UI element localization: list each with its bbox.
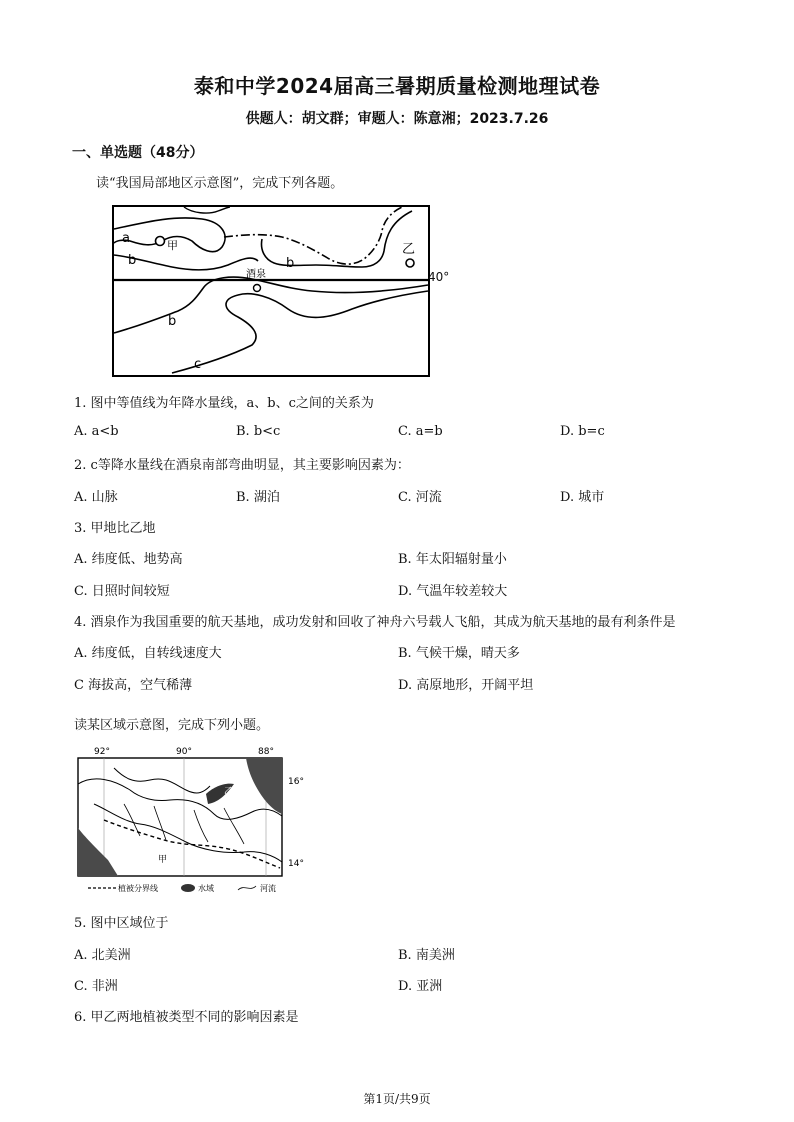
question-2-option-b[interactable]: B. 湖泊 [236,490,280,505]
question-2-stem: 2. c等降水量线在酒泉南部弯曲明显，其主要影响因素为： [74,458,410,473]
legend-river: 河流 [260,884,276,893]
question-2-option-c[interactable]: C. 河流 [398,490,442,505]
legend-water: 水域 [198,884,214,893]
place-label-jia: 甲 [158,855,168,865]
lon-label-92: 92° [94,747,110,757]
label-jia: 甲 [167,239,178,252]
label-latitude-40: 40° [428,270,450,284]
question-1-stem: 1. 图中等值线为年降水量线，a、b、c之间的关系为 [74,396,374,411]
question-3-stem: 3. 甲地比乙地 [74,521,156,536]
question-1-option-c[interactable]: C. a=b [398,424,443,439]
lat-label-14: 14° [288,859,304,869]
question-4-option-d[interactable]: D. 高原地形，开阔平坦 [398,678,534,693]
section-heading: 一、单选题（48分） [72,145,204,161]
place-label-yi: 乙 [224,787,234,797]
label-c: c [194,357,202,372]
question-2-option-d[interactable]: D. 城市 [560,490,605,505]
question-5-option-c[interactable]: C. 非洲 [74,979,118,994]
intro-text-1: 读“我国局部地区示意图”，完成下列各题。 [96,176,344,191]
question-4-option-b[interactable]: B. 气候干燥，晴天多 [398,646,520,661]
location-jia-marker [156,237,165,246]
question-5-option-d[interactable]: D. 亚洲 [398,979,443,994]
exam-title: 泰和中学2024届高三暑期质量检测地理试卷 [193,74,601,98]
question-5-stem: 5. 图中区域位于 [74,916,169,931]
question-3-option-c[interactable]: C. 日照时间较短 [74,584,170,599]
question-4-stem: 4. 酒泉作为我国重要的航天基地，成功发射和回收了神舟六号载人飞船，其成为航天基地的最有利条件是 [74,615,676,630]
lon-label-90: 90° [176,747,192,757]
question-1-option-b[interactable]: B. b<c [236,424,281,439]
question-5-option-a[interactable]: A. 北美洲 [74,948,131,963]
legend-water-symbol [181,884,195,892]
exam-authors: 供题人：胡文群；审题人：陈意湘；2023.7.26 [245,111,549,127]
question-1-option-a[interactable]: A. a<b [74,424,119,439]
legend-vegetation-boundary: 植被分界线 [118,884,158,893]
label-a: a [122,231,130,246]
question-1-option-d[interactable]: D. b=c [560,424,605,439]
lat-label-16: 16° [288,777,304,787]
jiuquan-marker [254,285,261,292]
location-yi-marker [406,259,414,267]
label-b-lower: b [168,314,177,329]
label-b-left: b [128,253,137,268]
legend-river-symbol [238,886,256,890]
question-2-option-a[interactable]: A. 山脉 [74,490,118,505]
question-4-option-a[interactable]: A. 纬度低，自转线速度大 [74,646,222,661]
question-4-option-c[interactable]: C 海拔高，空气稀薄 [74,678,193,693]
map-regional-china [112,205,430,377]
label-jiuquan: 酒泉 [246,269,266,280]
lon-label-88: 88° [258,747,274,757]
question-3-option-a[interactable]: A. 纬度低、地势高 [74,552,183,567]
label-b-mid: b [286,256,295,271]
question-3-option-b[interactable]: B. 年太阳辐射量小 [398,552,507,567]
question-5-option-b[interactable]: B. 南美洲 [398,948,455,963]
map-region-central-america [74,744,326,896]
page-footer: 第1页/共9页 [363,1092,431,1106]
question-3-option-d[interactable]: D. 气温年较差较大 [398,584,508,599]
intro-text-2: 读某区域示意图，完成下列小题。 [74,718,270,733]
label-yi: 乙 [402,242,416,257]
question-6-stem: 6. 甲乙两地植被类型不同的影响因素是 [74,1010,299,1025]
